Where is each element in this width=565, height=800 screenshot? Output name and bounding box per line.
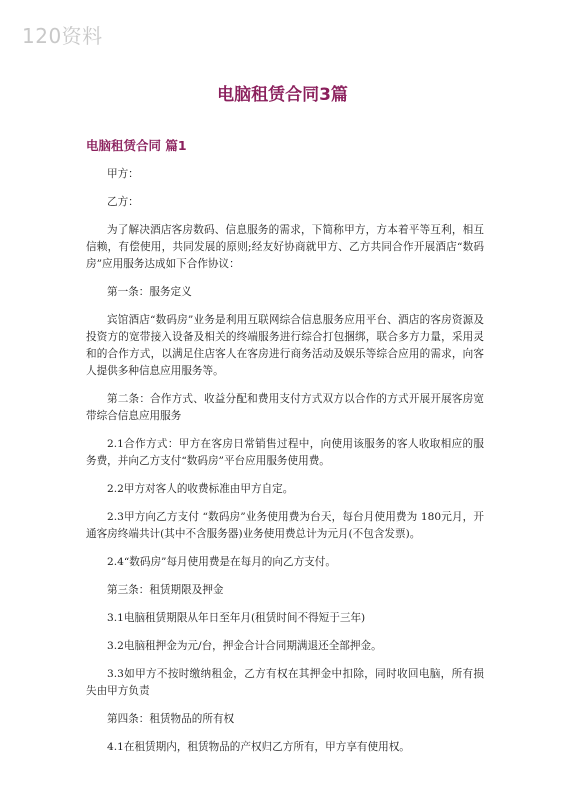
clause-2-4: 2.4“数码房”每月使用费是在每月的向乙方支付。	[107, 556, 336, 568]
article-1-heading: 第一条：服务定义	[107, 286, 192, 298]
article-4-heading: 第四条：租赁物品的所有权	[107, 713, 235, 725]
section-title: 电脑租赁合同 篇1	[86, 138, 187, 153]
article-1-paragraph: 宾馆酒店“数码房”业务是利用互联网综合信息服务应用平台、酒店的客房资源及投资方的宽带接入设备及相关的终端服务进行综合打包捆绑，联合多方力量，采用灵和的合作方式，以满足住店客人在客房进行商务活动及娱乐等综合应用的需求，向客人提供多种信息应用服务等。	[86, 314, 484, 377]
clause-2-1: 2.1合作方式：甲方在客房日常销售过程中，向使用该服务的客人收取相应的服务费，并向乙方支付“数码房”平台应用服务使用费。	[86, 438, 484, 467]
article-2-heading: 第二条：合作方式、收益分配和费用支付方式双方以合作的方式开展开展客房宽带综合信息应用服务	[86, 393, 484, 422]
contract-body	[86, 166, 484, 767]
clause-3-2: 3.2电脑租押金为元/台，押金合计合同期满退还全部押金。	[107, 640, 382, 652]
preamble-paragraph: 为了解决酒店客房数码、信息服务的需求，下简称甲方，方本着平等互利，相互信赖，有偿使用，共同发展的原则;经友好协商就甲方、乙方共同合作开展酒店“数码房”应用服务达成如下合作协议：	[86, 224, 484, 270]
watermark-logo: 120资料	[22, 24, 103, 48]
article-3-heading: 第三条：租赁期限及押金	[107, 584, 224, 596]
document-title: 电脑租赁合同3篇	[217, 85, 348, 105]
clause-4-1: 4.1在租赁期内，租赁物品的产权归乙方所有，甲方享有使用权。	[107, 741, 410, 753]
clause-2-2: 2.2甲方对客人的收费标准由甲方自定。	[107, 483, 294, 495]
party-a-line: 甲方：	[107, 168, 139, 180]
clause-3-1: 3.1电脑租赁期限从年日至年月(租赁时间不得短于三年)	[107, 612, 366, 624]
clause-2-3: 2.3甲方向乙方支付 “数码房”业务使用费为台天，每台月使用费为 180元月，开通客房终端共计(其中不含服务器)业务使用费总计为元月(不包含发票)。	[86, 511, 484, 540]
party-b-line: 乙方：	[107, 196, 139, 208]
clause-3-3: 3.3如甲方不按时缴纳租金，乙方有权在其押金中扣除，同时收回电脑，所有损失由甲方负责	[86, 668, 484, 697]
